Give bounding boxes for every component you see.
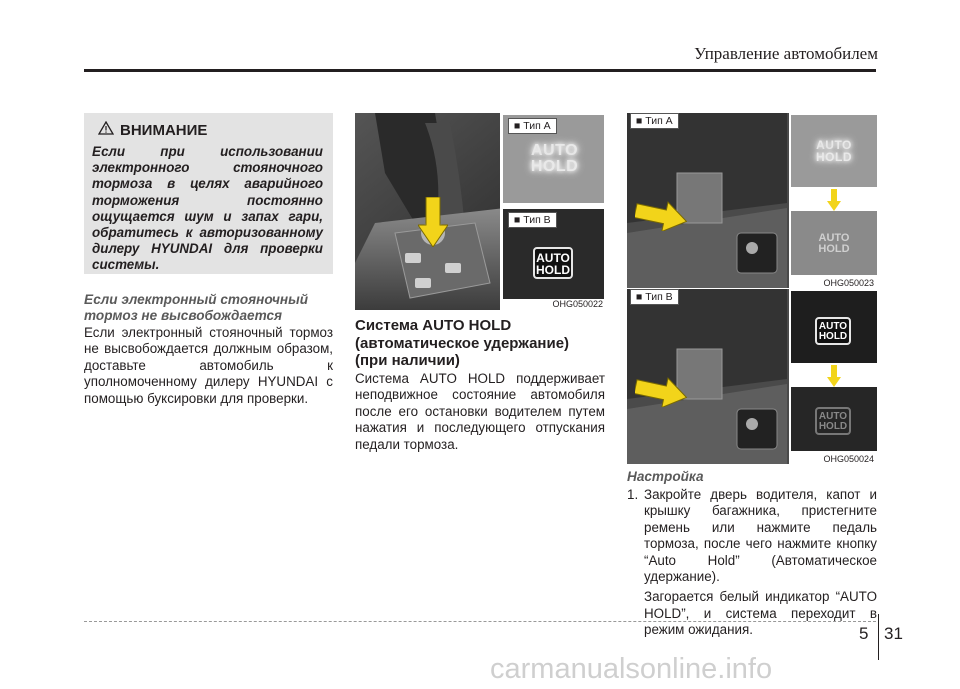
right-arrow-icon	[635, 377, 687, 407]
list-item	[627, 589, 877, 638]
down-arrow-icon	[827, 365, 841, 387]
warning-line: ощущается шум и запах гари,	[92, 208, 323, 224]
auto-hold-glow-label: AUTO HOLD	[530, 142, 579, 175]
type-b-unlit-inset	[791, 387, 877, 451]
type-a-unlit-inset	[791, 211, 877, 275]
setup-steps	[627, 487, 877, 639]
type-a-pedal-image	[627, 113, 877, 288]
left-subheading-line: тормоз не высвобождается	[84, 308, 283, 323]
auto-hold-glow-label: AUTO HOLD	[816, 138, 852, 164]
section-heading-line: (автоматическое удержание)	[355, 334, 570, 352]
section-heading	[355, 317, 605, 370]
step-number: 1.	[627, 487, 639, 502]
warning-line: обратитесь к авторизованному	[92, 225, 323, 241]
warning-text	[92, 144, 323, 274]
page-number: 31	[884, 624, 903, 643]
type-b-tag: ■ Тип B	[508, 212, 557, 228]
type-b-lit-inset	[791, 291, 877, 363]
header-rule	[84, 69, 876, 72]
auto-hold-label: AUTO HOLD	[818, 232, 850, 255]
type-b-tag: ■ Тип B	[630, 289, 679, 305]
warning-line: торможения постоянно	[92, 192, 323, 208]
setup-subheading: Настройка	[627, 469, 704, 484]
watermark: carmanualsonline.info	[490, 653, 773, 685]
section-heading-line: Система AUTO HOLD	[355, 317, 512, 334]
page-number-divider	[878, 614, 879, 660]
right-arrow-icon	[635, 201, 687, 231]
warning-line: Если при использовании	[92, 144, 323, 159]
footer-rule	[84, 621, 876, 622]
warning-line: системы.	[92, 257, 160, 273]
warning-box	[84, 113, 333, 274]
type-a-lit-inset	[791, 115, 877, 187]
type-a-tag: ■ Тип A	[630, 113, 679, 129]
page-header-title: Управление автомобилем	[694, 44, 878, 63]
type-a-tag: ■ Тип A	[508, 118, 557, 134]
down-arrow-icon	[418, 197, 448, 247]
auto-hold-label: AUTO HOLD	[815, 407, 851, 435]
section-heading-line: (при наличии)	[355, 352, 460, 369]
image-code: OHG050022	[549, 299, 606, 309]
warning-line: тормоза в целях аварийного	[92, 176, 323, 192]
section-number: 5	[859, 624, 869, 643]
warning-line: дилеру HYUNDAI для проверки	[92, 241, 323, 257]
type-b-pedal-image	[627, 289, 877, 464]
warning-line: электронного стояночного	[92, 160, 323, 176]
warning-title: ВНИМАНИЕ	[120, 122, 208, 139]
warning-header	[98, 121, 323, 140]
auto-hold-button-icon: AUTO HOLD	[533, 247, 573, 279]
middle-paragraph: Система AUTO HOLD поддерживает неподвижное состояние автомобиля после его остановки водителем путем нажатия и последующего отпускания педали тормоза.	[355, 371, 605, 452]
left-subheading	[84, 292, 334, 324]
step-note: Загорается белый индикатор “AUTO HOLD”, и система переходит в режим ожидания.	[644, 589, 877, 638]
step-text: Закройте дверь водителя, капот и крышку багажника, пристегните ремень или нажмите педаль тормоза, после чего нажмите кнопку “Auto Hold” (Автоматическое удержание).	[644, 487, 877, 585]
auto-hold-console-image	[355, 113, 606, 310]
left-subheading-line: Если электронный стояночный	[84, 292, 309, 307]
auto-hold-button-icon: AUTO HOLD	[815, 317, 851, 345]
list-item	[627, 487, 877, 585]
left-paragraph: Если электронный стояночный тормоз не высвобождается должным образом, доставьте автомобиль к уполномоченному дилеру HYUNDAI с помощью буксировки для проверки.	[84, 325, 333, 406]
image-code: OHG050023	[820, 278, 877, 288]
image-code: OHG050024	[820, 454, 877, 464]
warning-triangle-icon	[98, 121, 114, 140]
down-arrow-icon	[827, 189, 841, 211]
